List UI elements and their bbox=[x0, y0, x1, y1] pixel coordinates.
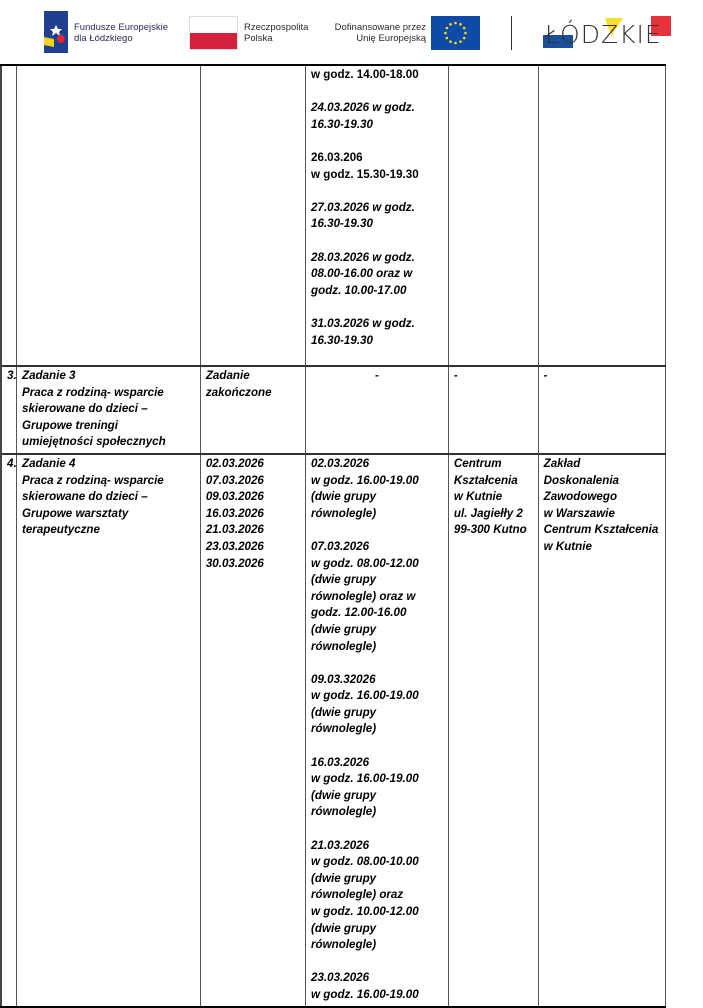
cell-organizer bbox=[538, 454, 665, 1007]
table-row-task-3 bbox=[1, 366, 666, 454]
schedule-entry bbox=[311, 456, 443, 522]
pl-logo-line2: Polska bbox=[244, 33, 273, 44]
cell-task bbox=[17, 65, 201, 366]
schedule-line: 16.03.2026 bbox=[311, 755, 370, 769]
status-line: zakończone bbox=[205, 385, 272, 399]
cell-place bbox=[448, 65, 538, 366]
schedule-line: równolegle) bbox=[311, 805, 377, 819]
organizer-line: Doskonalenia bbox=[543, 473, 619, 487]
logo-divider bbox=[511, 16, 512, 50]
task-line: skierowane do dzieci – bbox=[22, 402, 148, 416]
lodzkie-wordmark: ŁÓDZKIE bbox=[545, 20, 662, 49]
schedule-entry bbox=[311, 67, 443, 84]
cell-number bbox=[1, 65, 17, 366]
date-line: 21.03.2026 bbox=[205, 523, 264, 537]
eu-star-icon bbox=[449, 23, 452, 26]
task-line: Grupowe treningi bbox=[22, 418, 118, 432]
date-line: 30.03.2026 bbox=[205, 556, 264, 570]
eu-star-icon bbox=[449, 40, 452, 43]
schedule-line: w godz. 08.00-10.00 bbox=[311, 855, 419, 869]
schedule-time: w godz. 14.00-18.00 bbox=[311, 68, 419, 81]
schedule-line: w godz. 16.00-19.00 bbox=[311, 987, 419, 1001]
cell-task bbox=[17, 366, 201, 454]
eu-logo-text bbox=[326, 22, 426, 44]
fe-logo-line2: dla Łódzkiego bbox=[74, 33, 133, 44]
schedule-time: 16.30-19.30 bbox=[311, 117, 373, 131]
schedule-entry bbox=[311, 250, 443, 300]
eu-logo-line1: Dofinansowane przez bbox=[334, 22, 426, 33]
pl-logo-text bbox=[244, 22, 308, 44]
task-line: Praca z rodziną- wsparcie bbox=[22, 385, 164, 399]
schedule-line: w godz. 16.00-19.00 bbox=[311, 473, 419, 487]
task-line: terapeutyczne bbox=[22, 523, 100, 537]
schedule-entry bbox=[311, 316, 443, 349]
cell-schedule bbox=[306, 65, 449, 366]
task-line: skierowane do dzieci – bbox=[22, 490, 148, 504]
schedule-date: 24.03.2026 w godz. bbox=[311, 101, 415, 115]
organizer-line: w Kutnie bbox=[543, 539, 592, 553]
cell-number: 3. bbox=[1, 366, 17, 454]
schedule-entry bbox=[311, 672, 443, 738]
table-row-continuation bbox=[1, 65, 666, 366]
eu-star-icon bbox=[446, 37, 449, 40]
schedule-line: (dwie grupy bbox=[311, 490, 377, 504]
schedule-line: w godz. 08.00-12.00 bbox=[311, 556, 419, 570]
schedule-line: równolegle) bbox=[311, 639, 377, 653]
pl-logo-line1: Rzeczpospolita bbox=[244, 22, 309, 33]
schedule-entry bbox=[311, 200, 443, 233]
organizer-line: Zawodowego bbox=[543, 490, 618, 504]
schedule-entry bbox=[311, 100, 443, 133]
cell-schedule bbox=[306, 454, 449, 1007]
eu-star-icon bbox=[463, 37, 466, 40]
schedule-line: równolegle) bbox=[311, 722, 377, 736]
eu-star-icon bbox=[459, 40, 462, 43]
organizer-line: Centrum Kształcenia bbox=[543, 523, 659, 537]
schedule-line: 07.03.2026 bbox=[311, 539, 370, 553]
schedule-entry bbox=[311, 970, 443, 1003]
eu-star-icon bbox=[454, 42, 457, 45]
schedule-line: w godz. 16.00-19.00 bbox=[311, 772, 419, 786]
eu-star-icon bbox=[463, 27, 466, 30]
schedule-line: równolegle) bbox=[311, 938, 377, 952]
schedule-time: 08.00-16.00 oraz w bbox=[311, 267, 413, 281]
cell-dates bbox=[200, 454, 305, 1007]
schedule-line: godz. 12.00-16.00 bbox=[311, 606, 407, 620]
schedule-line: (dwie grupy bbox=[311, 921, 377, 935]
schedule-line: w godz. 10.00-12.00 bbox=[311, 905, 419, 918]
organizer-line: w Warszawie bbox=[543, 506, 615, 520]
date-line: 23.03.2026 bbox=[205, 539, 264, 553]
eu-logo-line2: Unię Europejską bbox=[356, 33, 426, 44]
cell-organizer: - bbox=[538, 366, 665, 454]
polish-flag-logo bbox=[189, 16, 238, 50]
cell-place: - bbox=[448, 366, 538, 454]
fe-logo-text bbox=[74, 22, 168, 44]
eu-star-icon bbox=[446, 27, 449, 30]
eu-star-icon bbox=[444, 32, 447, 35]
schedule-line: (dwie grupy bbox=[311, 871, 377, 885]
schedule-line: (dwie grupy bbox=[311, 622, 377, 636]
date-line: 09.03.2026 bbox=[205, 490, 264, 504]
schedule-entry bbox=[311, 755, 443, 821]
task-line: Zadanie 3 bbox=[22, 369, 76, 382]
cell-dates bbox=[200, 366, 305, 454]
task-line: Praca z rodziną- wsparcie bbox=[22, 473, 164, 487]
page-header bbox=[0, 0, 703, 64]
schedule-time: w godz. 15.30-19.30 bbox=[311, 167, 419, 181]
place-line: 99-300 Kutno bbox=[453, 523, 527, 537]
schedule-entry bbox=[311, 838, 443, 954]
organizer-line: Zakład bbox=[543, 456, 581, 470]
schedule-line: równolegle) oraz bbox=[311, 888, 404, 902]
date-line: 16.03.2026 bbox=[205, 506, 264, 520]
lodzkie-logo bbox=[543, 14, 673, 54]
place-line: ul. Jagiełły 2 bbox=[453, 506, 523, 520]
schedule-entry bbox=[311, 150, 443, 183]
schedule-line: 09.03.32026 bbox=[311, 672, 376, 686]
schedule-date: 31.03.2026 w godz. bbox=[311, 316, 415, 330]
cell-task bbox=[17, 454, 201, 1007]
schedule-line: równolegle) bbox=[311, 506, 377, 520]
date-line: 07.03.2026 bbox=[205, 473, 264, 487]
status-line: Zadanie bbox=[205, 369, 250, 382]
date-line: 02.03.2026 bbox=[205, 456, 264, 470]
schedule-line: równolegle) oraz w bbox=[311, 589, 416, 603]
place-line: Kształcenia bbox=[453, 473, 518, 487]
place-line: Centrum bbox=[453, 456, 502, 470]
schedule-line: 02.03.2026 bbox=[311, 456, 370, 470]
schedule-time: 16.30-19.30 bbox=[311, 333, 373, 347]
task-line: umiejętności społecznych bbox=[22, 435, 166, 449]
place-line: w Kutnie bbox=[453, 490, 503, 504]
schedule-time: 16.30-19.30 bbox=[311, 217, 373, 231]
schedule-table bbox=[0, 64, 666, 1008]
schedule-line: (dwie grupy bbox=[311, 573, 377, 587]
schedule-line: (dwie grupy bbox=[311, 788, 377, 802]
cell-number: 4. bbox=[1, 454, 17, 1007]
schedule-line: (dwie grupy bbox=[311, 705, 377, 719]
schedule-line: w godz. 16.00-19.00 bbox=[311, 689, 419, 703]
cell-schedule: - bbox=[306, 366, 449, 454]
eu-star-icon bbox=[454, 22, 457, 25]
cell-place bbox=[448, 454, 538, 1007]
table-row-task-4 bbox=[1, 454, 666, 1007]
eu-flag-logo bbox=[431, 16, 480, 50]
schedule-time-extra: godz. 10.00-17.00 bbox=[311, 283, 407, 297]
task-line: Grupowe warsztaty bbox=[22, 506, 129, 520]
eu-star-icon bbox=[459, 23, 462, 26]
schedule-date: 26.03.206 bbox=[311, 150, 363, 164]
cell-dates bbox=[200, 65, 305, 366]
task-line: Zadanie 4 bbox=[22, 456, 76, 470]
fundusze-europejskie-logo bbox=[44, 11, 68, 53]
schedule-entry bbox=[311, 539, 443, 655]
fe-logo-line1: Fundusze Europejskie bbox=[74, 22, 168, 33]
schedule-date: 27.03.2026 w godz. bbox=[311, 200, 415, 214]
schedule-line: 21.03.2026 bbox=[311, 838, 370, 852]
cell-organizer bbox=[538, 65, 665, 366]
schedule-date: 28.03.2026 w godz. bbox=[311, 250, 415, 264]
schedule-line: 23.03.2026 bbox=[311, 971, 370, 985]
eu-star-icon bbox=[464, 32, 467, 35]
